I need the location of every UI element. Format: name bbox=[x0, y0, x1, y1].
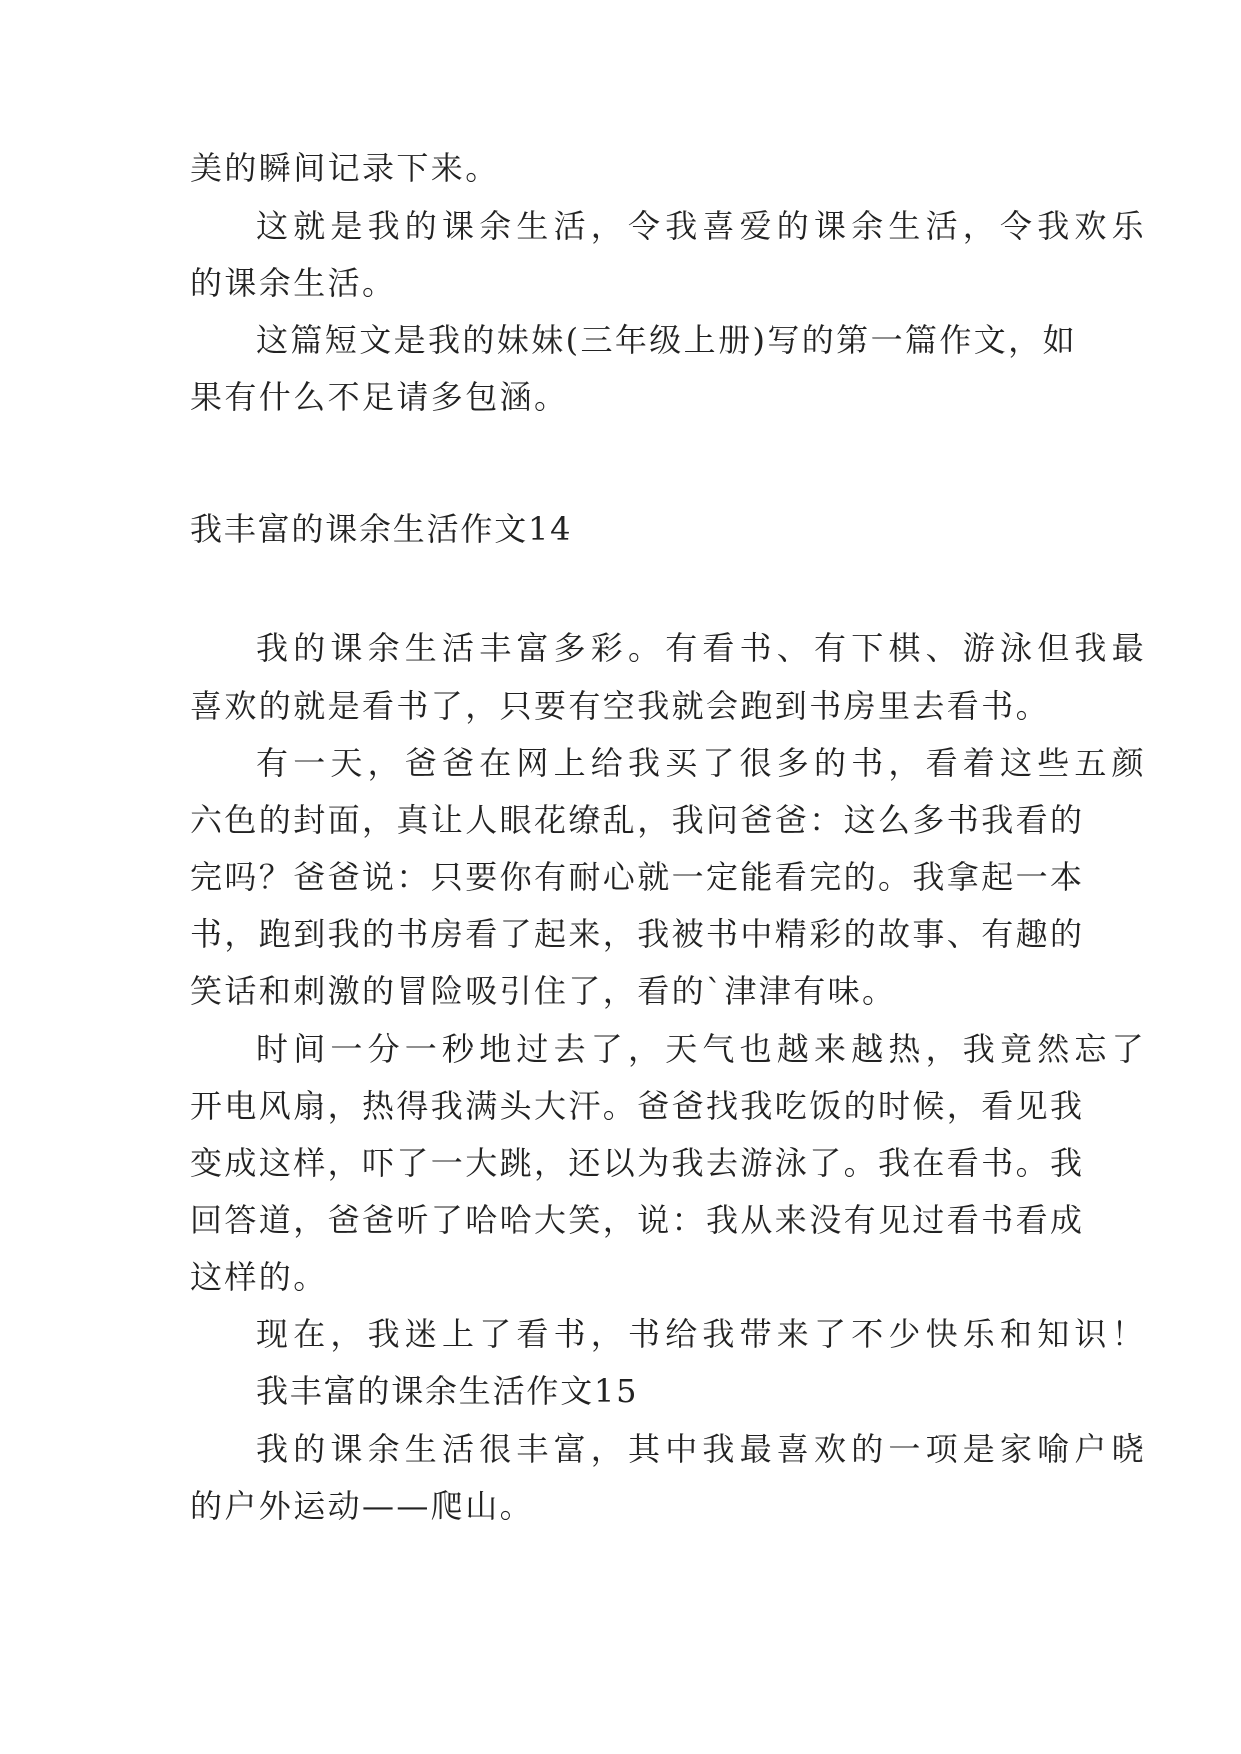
paragraph-line: 喜欢的就是看书了，只要有空我就会跑到书房里去看书。 bbox=[190, 687, 1051, 725]
paragraph-line: 书，跑到我的书房看了起来，我被书中精彩的故事、有趣的 bbox=[190, 915, 1085, 953]
paragraph-line: 这样的。 bbox=[190, 1258, 328, 1296]
section-heading: 我丰富的课余生活作文15 bbox=[256, 1372, 639, 1410]
paragraph-line: 回答道，爸爸听了哈哈大笑，说：我从来没有见过看书看成 bbox=[190, 1201, 1085, 1239]
paragraph-line: 我的课余生活丰富多彩。有看书、有下棋、游泳但我最 bbox=[256, 629, 1149, 667]
paragraph-line: 时间一分一秒地过去了，天气也越来越热，我竟然忘了 bbox=[256, 1030, 1149, 1068]
paragraph-line: 这篇短文是我的妹妹(三年级上册)写的第一篇作文，如 bbox=[256, 321, 1077, 359]
paragraph-line: 六色的封面，真让人眼花缭乱，我问爸爸：这么多书我看的 bbox=[190, 801, 1085, 839]
paragraph-line: 完吗？爸爸说：只要你有耐心就一定能看完的。我拿起一本 bbox=[190, 858, 1085, 896]
paragraph-line: 现在，我迷上了看书，书给我带来了不少快乐和知识！ bbox=[256, 1315, 1149, 1353]
paragraph-line: 变成这样，吓了一大跳，还以为我去游泳了。我在看书。我 bbox=[190, 1144, 1085, 1182]
paragraph-line: 果有什么不足请多包涵。 bbox=[190, 378, 569, 416]
paragraph-line: 笑话和刺激的冒险吸引住了，看的`津津有味。 bbox=[190, 972, 897, 1010]
paragraph-line: 开电风扇，热得我满头大汗。爸爸找我吃饭的时候，看见我 bbox=[190, 1087, 1085, 1125]
paragraph-line: 的课余生活。 bbox=[190, 264, 397, 302]
paragraph-line: 的户外运动——爬山。 bbox=[190, 1487, 535, 1525]
paragraph-line: 这就是我的课余生活，令我喜爱的课余生活，令我欢乐 bbox=[256, 207, 1149, 245]
paragraph-line: 我的课余生活很丰富，其中我最喜欢的一项是家喻户晓 bbox=[256, 1430, 1149, 1468]
section-heading: 我丰富的课余生活作文14 bbox=[190, 510, 573, 548]
paragraph-line: 美的瞬间记录下来。 bbox=[190, 149, 500, 187]
paragraph-line: 有一天，爸爸在网上给我买了很多的书，看着这些五颜 bbox=[256, 744, 1149, 782]
